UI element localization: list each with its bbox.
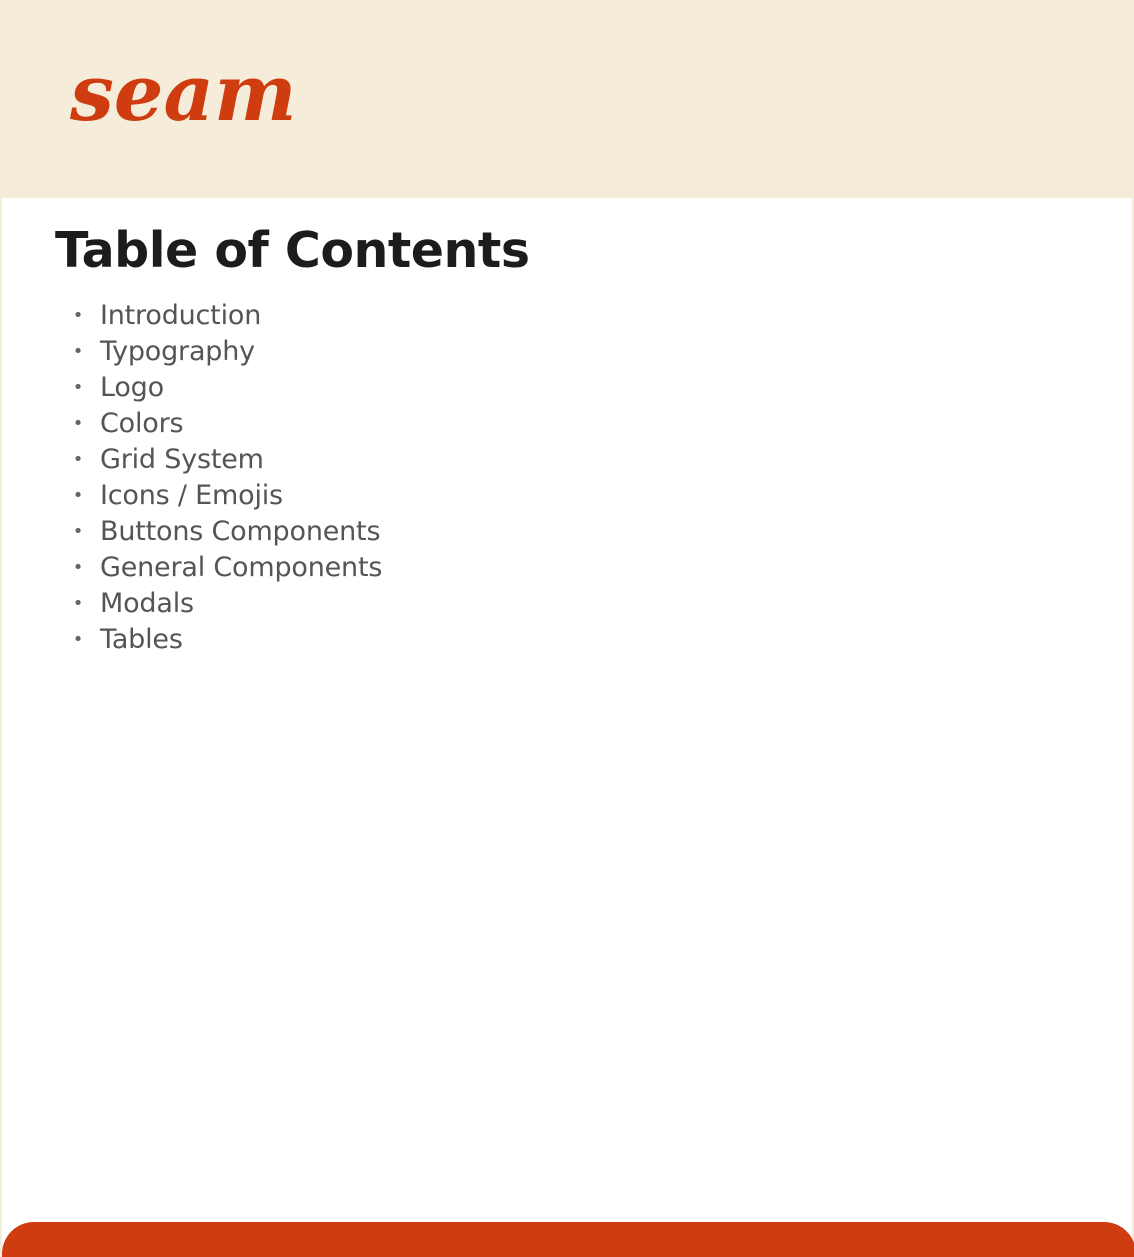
toc-item-logo[interactable] [55,370,1095,406]
bullet-icon: • [72,305,84,326]
toc-item-label: Logo [100,372,164,403]
page-title: Table of Contents [55,222,530,279]
bullet-icon: • [72,449,84,470]
toc-item-grid-system[interactable] [55,442,1095,478]
toc-item-label: Buttons Components [100,516,381,547]
bullet-icon: • [72,593,84,614]
table-of-contents [55,222,1095,658]
toc-item-buttons-components[interactable] [55,514,1095,550]
header [2,0,1134,198]
toc-item-label: Modals [100,588,194,619]
footer-bar [2,1222,1134,1257]
logo-text: seam [70,52,297,139]
toc-item-label: Icons / Emojis [100,480,283,511]
toc-item-label: Tables [100,624,183,655]
toc-item-label: Grid System [100,444,264,475]
toc-item-general-components[interactable] [55,550,1095,586]
bullet-icon: • [72,377,84,398]
toc-item-icons-emojis[interactable] [55,478,1095,514]
toc-item-introduction[interactable] [55,298,1095,334]
bullet-icon: • [72,557,84,578]
toc-list [55,298,1095,658]
toc-item-label: Colors [100,408,184,439]
bullet-icon: • [72,485,84,506]
bullet-icon: • [72,629,84,650]
bullet-icon: • [72,341,84,362]
toc-item-label: General Components [100,552,383,583]
toc-item-tables[interactable] [55,622,1095,658]
toc-item-label: Typography [100,336,255,367]
toc-item-modals[interactable] [55,586,1095,622]
bullet-icon: • [72,413,84,434]
toc-item-label: Introduction [100,300,262,331]
bullet-icon: • [72,521,84,542]
toc-item-typography[interactable] [55,334,1095,370]
seam-logo [68,52,368,142]
toc-item-colors[interactable] [55,406,1095,442]
